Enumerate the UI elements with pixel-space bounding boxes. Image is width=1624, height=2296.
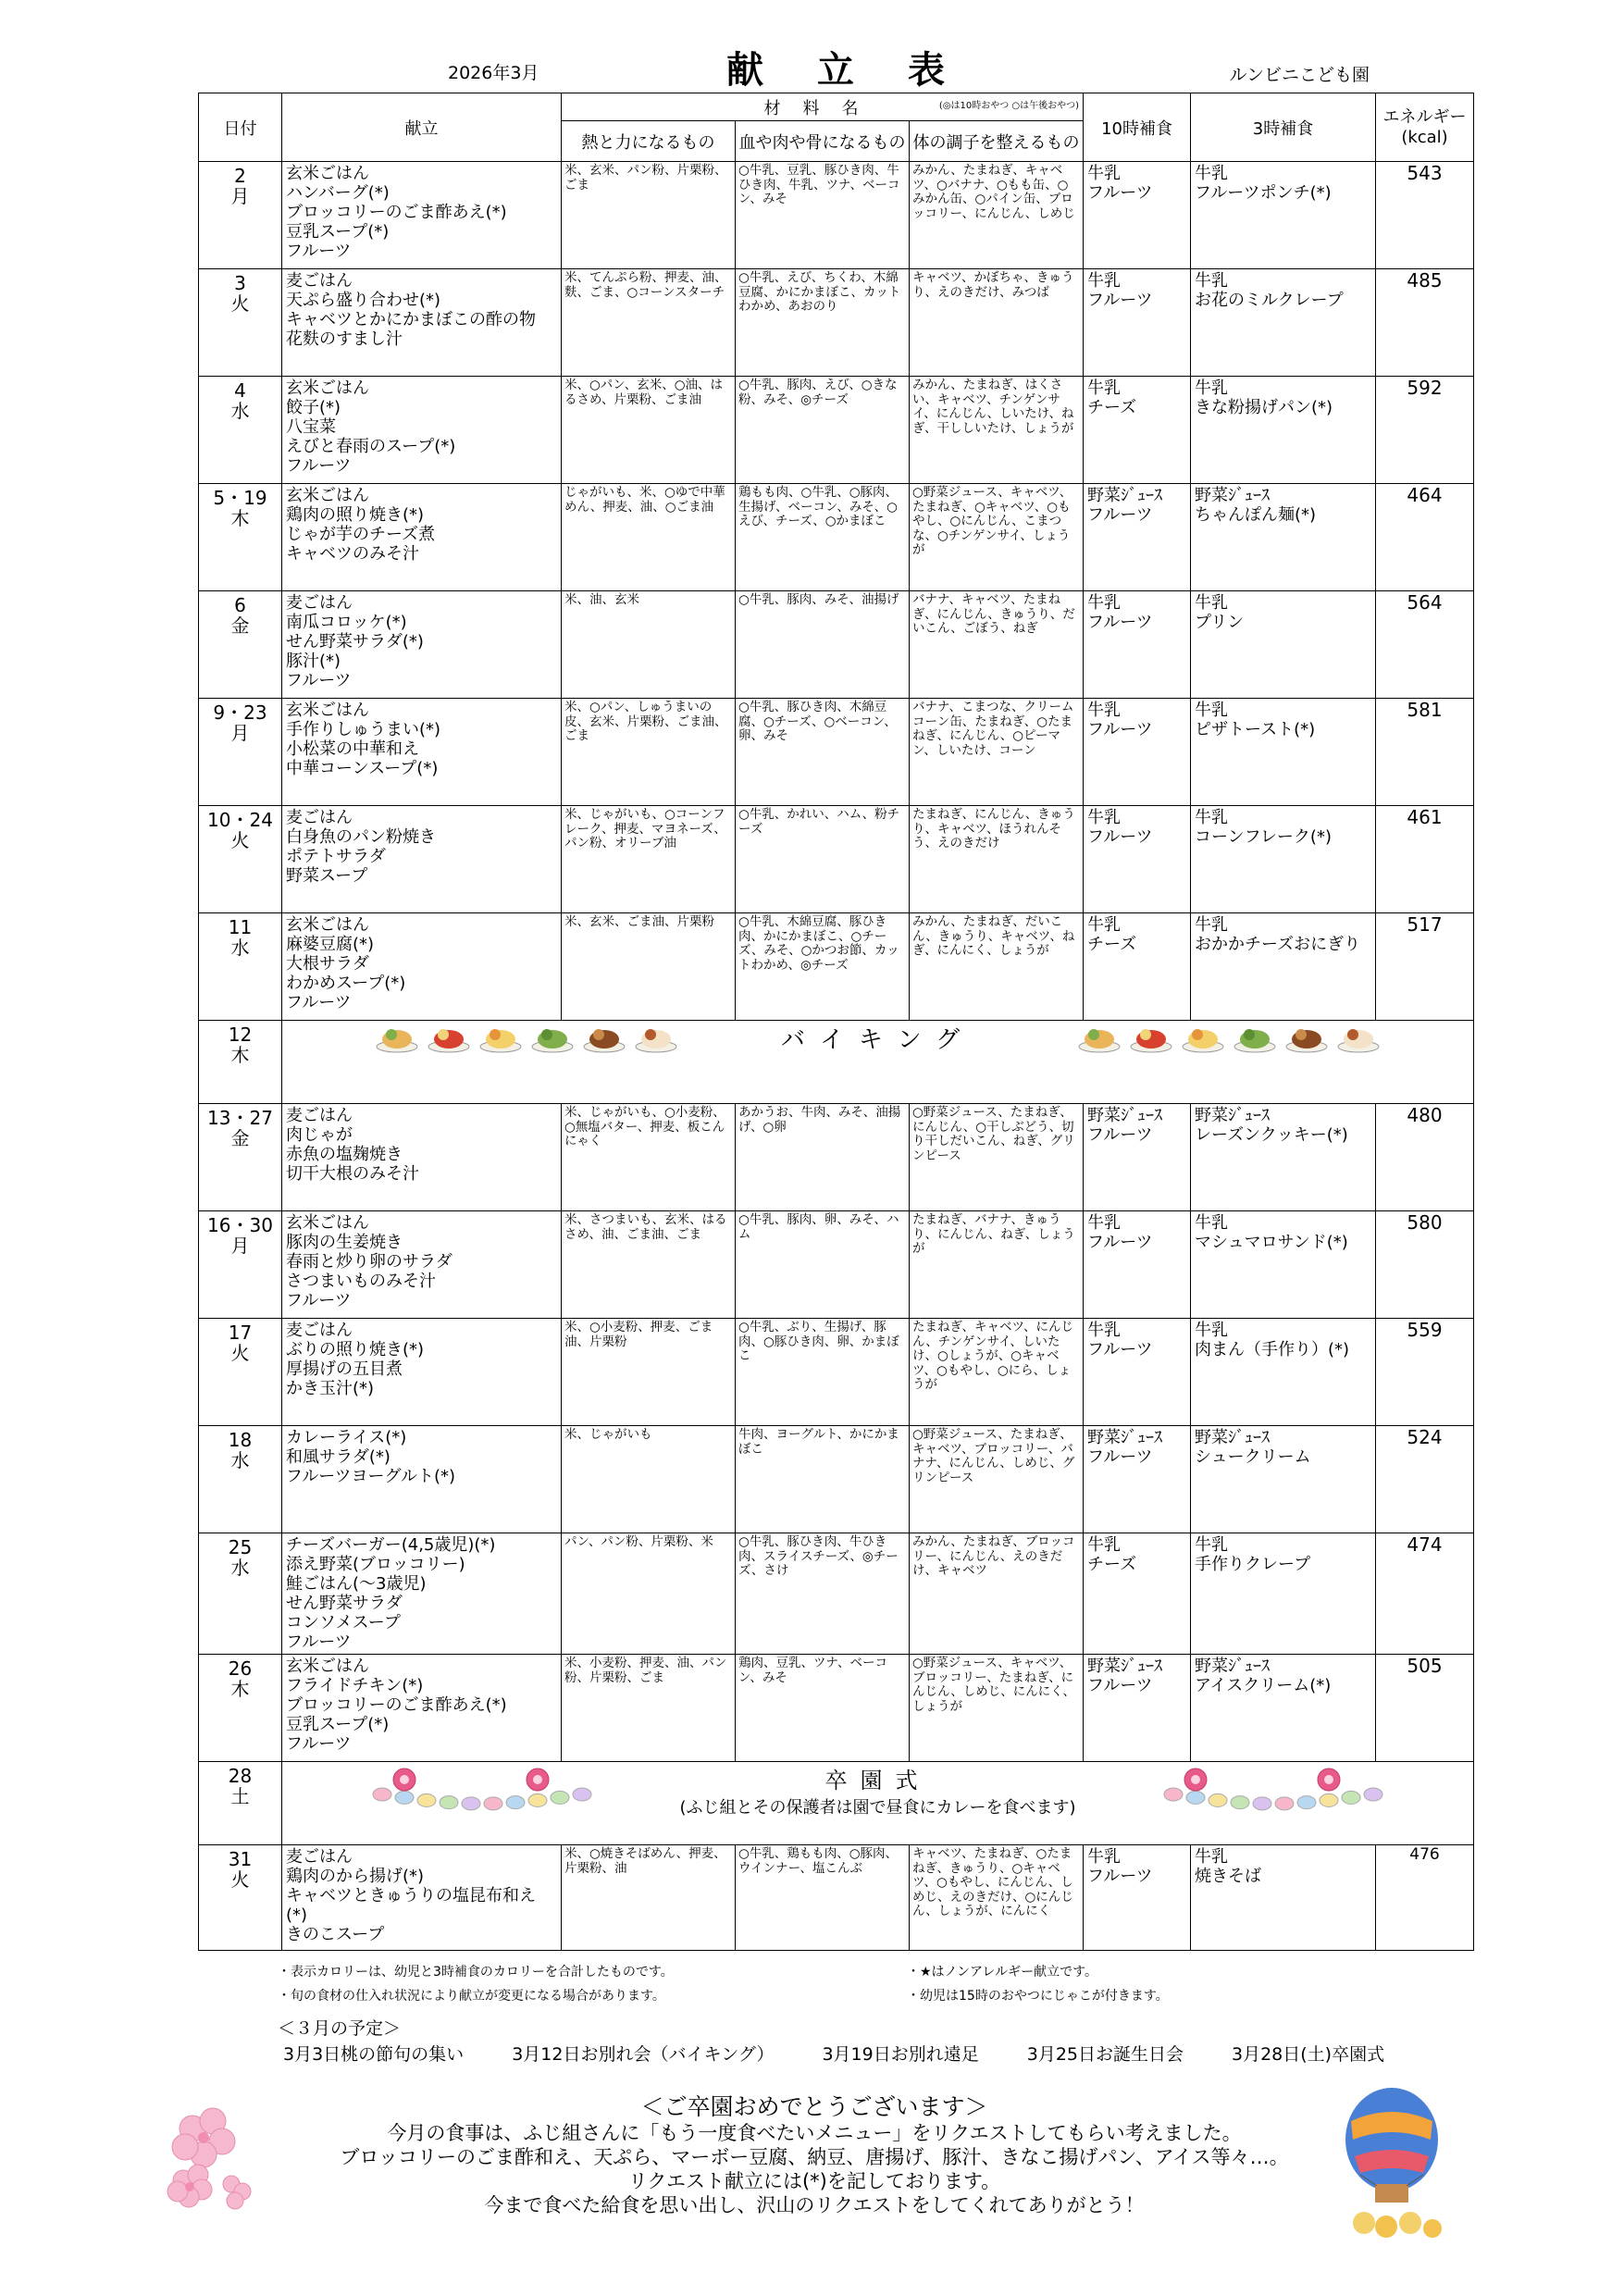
graduation-banner [282,1762,1473,1818]
snack3-cell: 牛乳 お花のミルクレープ [1191,269,1376,377]
day-number: 6 [234,594,246,616]
energy-food-cell: じゃがいも、米、○ゆで中華めん、押麦、油、○ごま油 [562,484,736,591]
dish-cell: 麦ごはん 鶏肉のから揚げ(*) キャベツときゅうりの塩昆布和え(*) きのこスープ [282,1845,562,1951]
condition-food-cell: ○野菜ジュース、たまねぎ、キャベツ、ブロッコリー、バナナ、にんじん、しめじ、グリンピース [910,1426,1084,1533]
snack3-cell: 牛乳 ピザトースト(*) [1191,699,1376,806]
day-cell [199,1021,282,1104]
schedule-item: 3月25日お誕生日会 [1026,2044,1184,2065]
snack10-cell: 野菜ｼﾞｭｰｽ フルーツ [1084,1655,1191,1762]
dish-cell: 玄米ごはん 麻婆豆腐(*) 大根サラダ わかめスープ(*) フルーツ [282,913,562,1021]
day-number: 9・23 [213,701,267,724]
snack10-cell: 野菜ｼﾞｭｰｽ フルーツ [1084,1104,1191,1211]
footnote: ・表示カロリーは、幼児と3時補食のカロリーを合計したものです。 [278,1965,674,1980]
food-icon [634,1023,678,1054]
energy-food-cell: 米、○パン、玄米、○油、はるさめ、片栗粉、ごま油 [562,377,736,484]
col-materials [562,93,1084,121]
message-title: ＜ご卒園おめでとうございます＞ [640,2093,988,2120]
food-icon [1284,1023,1329,1054]
food-icon [582,1023,626,1054]
snack10-cell: 牛乳 フルーツ [1084,1211,1191,1319]
snack10-cell: 牛乳 フルーツ [1084,1319,1191,1426]
energy-food-cell: パン、パン粉、片栗粉、米 [562,1533,736,1655]
condition-food-cell: みかん、たまねぎ、ブロッコリー、にんじん、えのきだけ、キャベツ [910,1533,1084,1655]
snack10-cell: 牛乳 フルーツ [1084,1845,1191,1951]
col-menu: 献立 [282,93,562,162]
condition-food-cell: みかん、たまねぎ、はくさい、キャベツ、チンゲンサイ、にんじん、しいたけ、ねぎ、干ししいたけ、しょうが [910,377,1084,484]
food-icon [1129,1023,1173,1054]
energy-food-cell: 米、○小麦粉、押麦、ごま油、片栗粉 [562,1319,736,1426]
energy-cell: 580 [1376,1211,1474,1319]
event-label: 卒園式 [824,1768,931,1793]
body-food-cell: ○牛乳、かれい、ハム、粉チーズ [736,806,910,913]
energy-food-cell: 米、じゃがいも、○小麦粉、○無塩バター、押麦、板こんにゃく [562,1104,736,1211]
food-icon [375,1023,419,1054]
page-title: 献立表 [726,49,998,92]
menu-row [199,1426,1474,1533]
snack3-cell: 牛乳 きな粉揚げパン(*) [1191,377,1376,484]
month-label: 2026年3月 [448,63,539,83]
food-icon [1336,1023,1381,1054]
snack10-cell: 牛乳 フルーツ [1084,699,1191,806]
energy-food-cell: 米、さつまいも、玄米、はるさめ、油、ごま油、ごま [562,1211,736,1319]
body-food-cell: 鶏肉、豆乳、ツナ、ベーコン、みそ [736,1655,910,1762]
body-food-cell: ○牛乳、ぶり、生揚げ、豚肉、○豚ひき肉、卵、かまぼこ [736,1319,910,1426]
dish-cell: 玄米ごはん ハンバーグ(*) ブロッコリーのごま酢あえ(*) 豆乳スープ(*) フルーツ [282,162,562,269]
schedule-item: 3月12日お別れ会（バイキング） [512,2044,775,2065]
condition-food-cell: バナナ、キャベツ、たまねぎ、にんじん、きゅうり、だいこん、ごぼう、ねぎ [910,591,1084,699]
dish-cell: 麦ごはん ぶりの照り焼き(*) 厚揚げの五目煮 かき玉汁(*) [282,1319,562,1426]
schedule-item: 3月3日桃の節句の集い [283,2044,465,2065]
schedule [278,2016,1481,2067]
condition-food-cell: キャベツ、かぼちゃ、きゅうり、えのきだけ、みつば [910,269,1084,377]
menu-row [199,1845,1474,1951]
energy-food-cell: 米、じゃがいも、○コーンフレーク、押麦、マヨネーズ、パン粉、オリーブ油 [562,806,736,913]
body-food-cell: ○牛乳、鶏もも肉、○豚肉、ウインナー、塩こんぶ [736,1845,910,1951]
snack3-cell: 牛乳 肉まん（手作り）(*) [1191,1319,1376,1426]
food-icon [530,1023,575,1054]
menu-row [199,269,1474,377]
snack10-cell: 牛乳 チーズ [1084,377,1191,484]
menu-row [199,806,1474,913]
energy-food-cell: 米、○パン、しゅうまいの皮、玄米、片栗粉、ごま油、ごま [562,699,736,806]
day-cell [199,1655,282,1762]
condition-food-cell: たまねぎ、にんじん、きゅうり、キャベツ、ほうれんそう、えのきだけ [910,806,1084,913]
menu-row [199,1533,1474,1655]
energy-cell: 485 [1376,269,1474,377]
day-cell [199,1104,282,1211]
menu-row [199,162,1474,269]
day-cell [199,162,282,269]
snack3-cell: 野菜ｼﾞｭｰｽ シュークリーム [1191,1426,1376,1533]
condition-food-cell: キャベツ、たまねぎ、○たまねぎ、きゅうり、○キャベツ、○もやし、にんじん、しめじ、えのきだけ、○にんじん、しょうが、にんにく [910,1845,1084,1951]
snack10-cell: 牛乳 フルーツ [1084,806,1191,913]
condition-food-cell: たまねぎ、バナナ、きゅうり、にんじん、ねぎ、しょうが [910,1211,1084,1319]
menu-table [198,93,1474,1951]
body-food-cell: ○牛乳、豚ひき肉、木綿豆腐、○チーズ、○ベーコン、卵、みそ [736,699,910,806]
day-cell [199,269,282,377]
day-number: 31 [228,1848,253,1870]
body-food-cell: 牛肉、ヨーグルト、かにかまぼこ [736,1426,910,1533]
schedule-item: 3月19日お別れ遠足 [822,2044,979,2065]
snack10-cell: 野菜ｼﾞｭｰｽ フルーツ [1084,484,1191,591]
energy-food-cell: 米、小麦粉、押麦、油、パン粉、片栗粉、ごま [562,1655,736,1762]
menu-body [199,162,1474,1951]
snack10-cell: 牛乳 フルーツ [1084,591,1191,699]
col-snack3: 3時補食 [1191,93,1376,162]
snack10-cell: 牛乳 フルーツ [1084,162,1191,269]
day-number: 25 [228,1536,253,1558]
day-cell [199,591,282,699]
col-energy-food: 熱と力になるもの [562,121,736,162]
snack3-cell: 野菜ｼﾞｭｰｽ レーズンクッキー(*) [1191,1104,1376,1211]
food-icon [1077,1023,1122,1054]
garland-illustration [371,1763,593,1818]
food-icon [478,1023,523,1054]
dish-cell: 玄米ごはん 豚肉の生姜焼き 春雨と炒り卵のサラダ さつまいものみそ汁 フルーツ [282,1211,562,1319]
hot-air-balloon-illustration [1333,2084,1453,2247]
snack3-cell: 牛乳 コーンフレーク(*) [1191,806,1376,913]
day-number: 28 [228,1765,253,1787]
weekday: 金 [230,614,250,637]
materials-label: 材料名 [763,98,881,118]
snack10-cell: 牛乳 チーズ [1084,1533,1191,1655]
message [241,2093,1388,2217]
dish-cell: チーズバーガー(4,5歳児)(*) 添え野菜(ブロッコリー) 鮭ごはん(～3歳児) せん野菜サラダ コンソメスープ フルーツ [282,1533,562,1655]
weekday: 木 [230,1044,250,1066]
day-number: 12 [228,1024,253,1046]
weekday: 水 [230,937,250,959]
body-food-cell: ○牛乳、豚肉、みそ、油揚げ [736,591,910,699]
energy-cell: 524 [1376,1426,1474,1533]
day-number: 2 [234,165,246,187]
condition-food-cell: みかん、たまねぎ、キャベツ、○バナナ、○もも缶、○みかん缶、○パイン缶、ブロッコリー、にんじん、しめじ [910,162,1084,269]
page-header [198,41,1473,96]
dish-cell: 玄米ごはん 餃子(*) 八宝菜 えびと春雨のスープ(*) フルーツ [282,377,562,484]
energy-cell: 476 [1376,1845,1474,1951]
weekday: 水 [230,1557,250,1579]
energy-cell: 461 [1376,806,1474,913]
weekday: 火 [230,1342,250,1364]
dish-cell: 玄米ごはん フライドチキン(*) ブロッコリーのごま酢あえ(*) 豆乳スープ(*) フルーツ [282,1655,562,1762]
menu-row [199,591,1474,699]
food-illustrations [1077,1023,1381,1054]
body-food-cell: ○牛乳、豚肉、卵、みそ、ハム [736,1211,910,1319]
message-line: 今まで食べた給食を思い出し、沢山のリクエストをしてくれてありがとう！ [484,2194,1145,2216]
day-number: 13・27 [207,1107,273,1129]
body-food-cell: ○牛乳、豚ひき肉、牛ひき肉、スライスチーズ、◎チーズ、さけ [736,1533,910,1655]
energy-cell: 581 [1376,699,1474,806]
footnote: ・幼児は15時のおやつにじゃこが付きます。 [907,1989,1169,2004]
weekday: 木 [230,507,250,529]
day-cell [199,484,282,591]
snack3-cell: 野菜ｼﾞｭｰｽ ちゃんぽん麺(*) [1191,484,1376,591]
condition-food-cell: ○野菜ジュース、キャベツ、ブロッコリー、たまねぎ、にんじん、しめじ、にんにく、しょうが [910,1655,1084,1762]
menu-row [199,1104,1474,1211]
food-icon [427,1023,471,1054]
energy-cell: 480 [1376,1104,1474,1211]
condition-food-cell: ○野菜ジュース、たまねぎ、にんじん、○干しぶどう、切り干しだいこん、ねぎ、グリンピース [910,1104,1084,1211]
menu-row [199,1655,1474,1762]
body-food-cell: ○牛乳、えび、ちくわ、木綿豆腐、かにかまぼこ、カットわかめ、あおのり [736,269,910,377]
col-condition-food: 体の調子を整えるもの [910,121,1084,162]
dish-cell: カレーライス(*) 和風サラダ(*) フルーツヨーグルト(*) [282,1426,562,1533]
day-number: 26 [228,1657,253,1680]
menu-row [199,1211,1474,1319]
menu-row [199,913,1474,1021]
day-cell [199,1211,282,1319]
footnote: ・★はノンアレルギー献立です。 [907,1965,1097,1980]
weekday: 火 [230,829,250,851]
weekday: 火 [230,292,250,315]
day-cell [199,806,282,913]
dish-cell: 玄米ごはん 手作りしゅうまい(*) 小松菜の中華和え 中華コーンスープ(*) [282,699,562,806]
body-food-cell: あかうお、牛肉、みそ、油揚げ、○卵 [736,1104,910,1211]
energy-cell: 474 [1376,1533,1474,1655]
menu-row [199,377,1474,484]
weekday: 火 [230,1868,250,1891]
message-line: ブロッコリーのごま酢和え、天ぷら、マーボー豆腐、納豆、唐揚げ、豚汁、きなこ揚げパン、アイス等々…。 [340,2146,1289,2168]
day-cell [199,699,282,806]
weekday: 金 [230,1127,250,1149]
condition-food-cell: みかん、たまねぎ、だいこん、きゅうり、キャベツ、ねぎ、にんにく、しょうが [910,913,1084,1021]
energy-cell: 543 [1376,162,1474,269]
snack10-cell: 牛乳 フルーツ [1084,269,1191,377]
day-cell [199,1762,282,1845]
energy-food-cell: 米、玄米、パン粉、片栗粉、ごま [562,162,736,269]
condition-food-cell: バナナ、こまつな、クリームコーン缶、たまねぎ、○たまねぎ、にんじん、○ピーマン、しいたけ、コーン [910,699,1084,806]
menu-row [199,699,1474,806]
day-number: 16・30 [207,1214,273,1236]
food-icon [1181,1023,1225,1054]
snack3-cell: 野菜ｼﾞｭｰｽ アイスクリーム(*) [1191,1655,1376,1762]
energy-food-cell: 米、じゃがいも [562,1426,736,1533]
dish-cell: 麦ごはん 肉じゃが 赤魚の塩麹焼き 切干大根のみそ汁 [282,1104,562,1211]
day-cell [199,1426,282,1533]
event-text [679,1762,1075,1818]
event-subtext: (ふじ組とその保護者は園で昼食にカレーを食べます) [679,1798,1076,1818]
garland-illustration [1162,1763,1384,1818]
message-line: 今月の食事は、ふじ組さんに「もう一度食べたいメニュー」をリクエストしてもらい考えました。 [387,2122,1242,2144]
body-food-cell: 鶏もも肉、○牛乳、○豚肉、生揚げ、ベーコン、みそ、○えび、チーズ、○かまぼこ [736,484,910,591]
condition-food-cell: たまねぎ、キャベツ、にんじん、チンゲンサイ、しいたけ、○しょうが、○キャベツ、○もやし、○にら、しょうが [910,1319,1084,1426]
dish-cell: 麦ごはん 南瓜コロッケ(*) せん野菜サラダ(*) 豚汁(*) フルーツ [282,591,562,699]
snack3-cell: 牛乳 プリン [1191,591,1376,699]
dish-cell: 麦ごはん 天ぷら盛り合わせ(*) キャベツとかにかまぼこの酢の物 花麩のすまし汁 [282,269,562,377]
day-cell [199,1845,282,1951]
energy-cell: 505 [1376,1655,1474,1762]
materials-note: (◎は10時おやつ ○は午後おやつ) [938,101,1080,111]
day-cell [199,1533,282,1655]
graduation-event [282,1762,1474,1845]
message-line: リクエスト献立には(*)を記しております。 [627,2170,1001,2192]
food-illustrations [375,1023,678,1054]
weekday: 土 [230,1785,250,1807]
day-number: 18 [228,1429,253,1451]
schedule-item: 3月28日(土)卒園式 [1232,2044,1385,2065]
energy-cell: 464 [1376,484,1474,591]
day-number: 11 [228,916,253,938]
weekday: 月 [230,185,250,207]
schedule-title: ＜３月の予定＞ [278,2018,402,2039]
menu-row [199,1762,1474,1845]
menu-row [199,1319,1474,1426]
school-name: ルンビニこども園 [1229,65,1370,85]
weekday: 月 [230,1235,250,1257]
weekday: 木 [230,1678,250,1700]
body-food-cell: ○牛乳、豆乳、豚ひき肉、牛ひき肉、牛乳、ツナ、ベーコン、みそ [736,162,910,269]
snack10-cell: 牛乳 チーズ [1084,913,1191,1021]
menu-row [199,484,1474,591]
weekday: 水 [230,1449,250,1471]
buffet-event [282,1021,1474,1104]
body-food-cell: ○牛乳、木綿豆腐、豚ひき肉、かにかまぼこ、○チーズ、みそ、○かつお節、カットわかめ、◎チーズ [736,913,910,1021]
day-cell [199,1319,282,1426]
energy-cell: 564 [1376,591,1474,699]
menu-row [199,1021,1474,1104]
day-number: 5・19 [213,487,267,509]
weekday: 月 [230,722,250,744]
energy-cell: 559 [1376,1319,1474,1426]
snack3-cell: 牛乳 焼きそば [1191,1845,1376,1951]
body-food-cell: ○牛乳、豚肉、えび、○きな粉、みそ、◎チーズ [736,377,910,484]
snack3-cell: 牛乳 フルーツポンチ(*) [1191,162,1376,269]
energy-food-cell: 米、油、玄米 [562,591,736,699]
dish-cell: 麦ごはん 白身魚のパン粉焼き ポテトサラダ 野菜スープ [282,806,562,913]
day-number: 10・24 [207,809,273,831]
col-snack10: 10時補食 [1084,93,1191,162]
energy-cell: 592 [1376,377,1474,484]
snack3-cell: 牛乳 手作りクレープ [1191,1533,1376,1655]
col-date: 日付 [199,93,282,162]
snack10-cell: 野菜ｼﾞｭｰｽ フルーツ [1084,1426,1191,1533]
energy-cell: 517 [1376,913,1474,1021]
condition-food-cell: ○野菜ジュース、キャベツ、たまねぎ、○キャベツ、○もやし、○にんじん、こまつな、○チンゲンサイ、しょうが [910,484,1084,591]
energy-food-cell: 米、○焼きそばめん、押麦、片栗粉、油 [562,1845,736,1951]
food-icon [1233,1023,1277,1054]
buffet-banner [282,1021,1473,1055]
day-number: 17 [228,1322,253,1344]
day-number: 3 [234,272,246,294]
energy-food-cell: 米、てんぷら粉、押麦、油、麩、ごま、○コーンスターチ [562,269,736,377]
snack3-cell: 牛乳 マシュマロサンド(*) [1191,1211,1376,1319]
weekday: 水 [230,400,250,422]
dish-cell: 玄米ごはん 鶏肉の照り焼き(*) じゃが芋のチーズ煮 キャベツのみそ汁 [282,484,562,591]
event-label: バイキング [780,1026,975,1054]
snack3-cell: 牛乳 おかかチーズおにぎり [1191,913,1376,1021]
day-cell [199,377,282,484]
col-energy: エネルギー (kcal) [1376,93,1474,162]
day-number: 4 [234,379,246,402]
day-cell [199,913,282,1021]
footnote: ・旬の食材の仕入れ状況により献立が変更になる場合があります。 [278,1989,665,2004]
schedule-items [278,2042,1481,2067]
col-body-food: 血や肉や骨になるもの [736,121,910,162]
energy-food-cell: 米、玄米、ごま油、片栗粉 [562,913,736,1021]
